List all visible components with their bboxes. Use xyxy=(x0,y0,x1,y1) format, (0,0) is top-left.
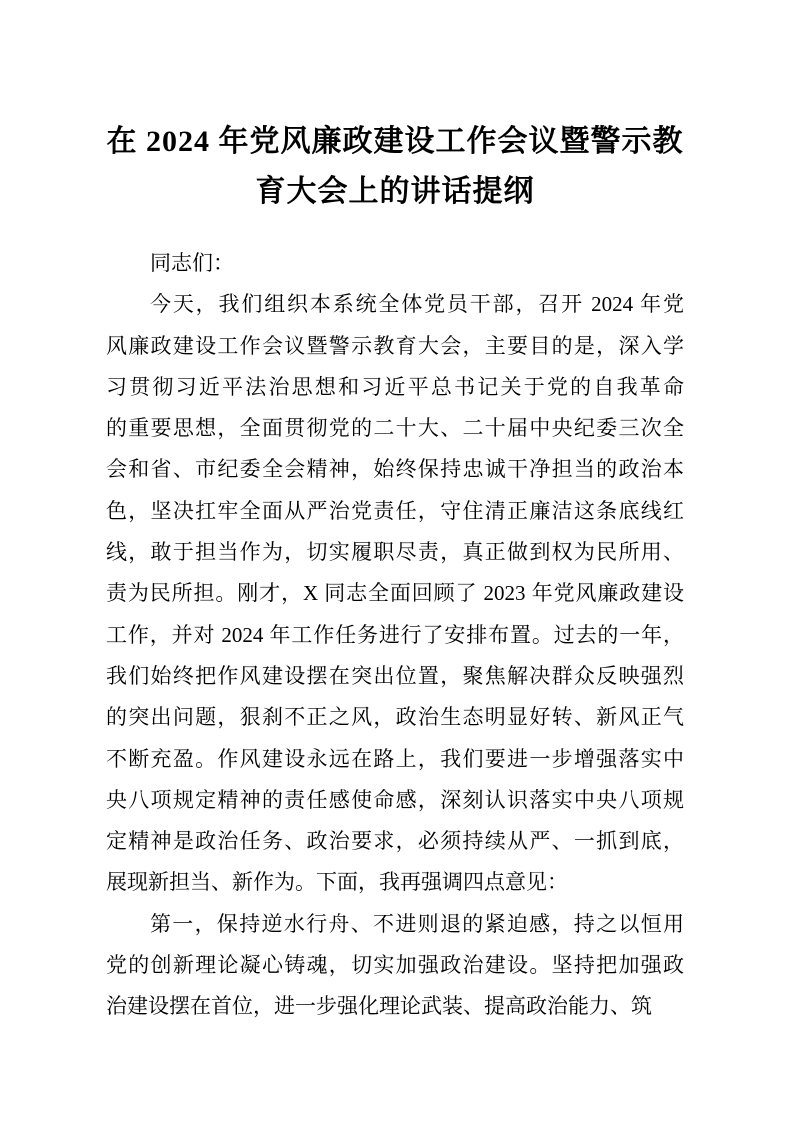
body-line: 第一，保持逆水行舟、不进则退的紧迫感，持之以恒用 xyxy=(150,911,684,936)
document-title xyxy=(106,117,684,217)
body-line: 习贯彻习近平法治思想和习近平总书记关于党的自我革命 xyxy=(106,374,684,399)
body-line: 党的创新理论凝心铸魂，切实加强政治建设。坚持把加强政 xyxy=(106,953,684,978)
body-line: 的重要思想，全面贯彻党的二十大、二十届中央纪委三次全 xyxy=(106,416,684,441)
body-line: 的突出问题，狠刹不正之风，政治生态明显好转、新风正气 xyxy=(106,705,684,730)
body-line: 央八项规定精神的责任感使命感，深刻认识落实中央八项规 xyxy=(106,787,684,812)
body-line: 治建设摆在首位，进一步强化理论武装、提高政治能力、筑 xyxy=(106,994,652,1019)
body-line: 我们始终把作风建设摆在突出位置，聚焦解决群众反映强烈 xyxy=(106,663,684,688)
body-line: 会和省、市纪委全会精神，始终保持忠诚干净担当的政治本 xyxy=(106,457,684,482)
body-line: 不断充盈。作风建设永远在路上，我们要进一步增强落实中 xyxy=(106,746,684,771)
body-line: 责为民所担。刚才，X 同志全面回顾了 2023 年党风廉政建设 xyxy=(106,581,684,606)
body-line: 定精神是政治任务、政治要求，必须持续从严、一抓到底， xyxy=(106,829,684,854)
body-line: 今天，我们组织本系统全体党员干部，召开 2024 年党 xyxy=(150,292,684,317)
title-line-1: 在 2024 年党风廉政建设工作会议暨警示教 xyxy=(106,125,684,158)
body-line: 工作，并对 2024 年工作任务进行了安排布置。过去的一年， xyxy=(106,622,684,647)
body-line: 同志们： xyxy=(150,251,234,275)
document-body xyxy=(106,243,684,1028)
body-line: 风廉政建设工作会议暨警示教育大会，主要目的是，深入学 xyxy=(106,333,684,358)
body-line: 色，坚决扛牢全面从严治党责任，守住清正廉洁这条底线红 xyxy=(106,498,684,523)
title-line-2: 育大会上的讲话提纲 xyxy=(255,175,535,208)
document-content xyxy=(106,117,684,1028)
body-line: 线，敢于担当作为，切实履职尽责，真正做到权为民所用、 xyxy=(106,540,684,565)
body-line: 展现新担当、新作为。下面，我再强调四点意见： xyxy=(106,870,568,895)
